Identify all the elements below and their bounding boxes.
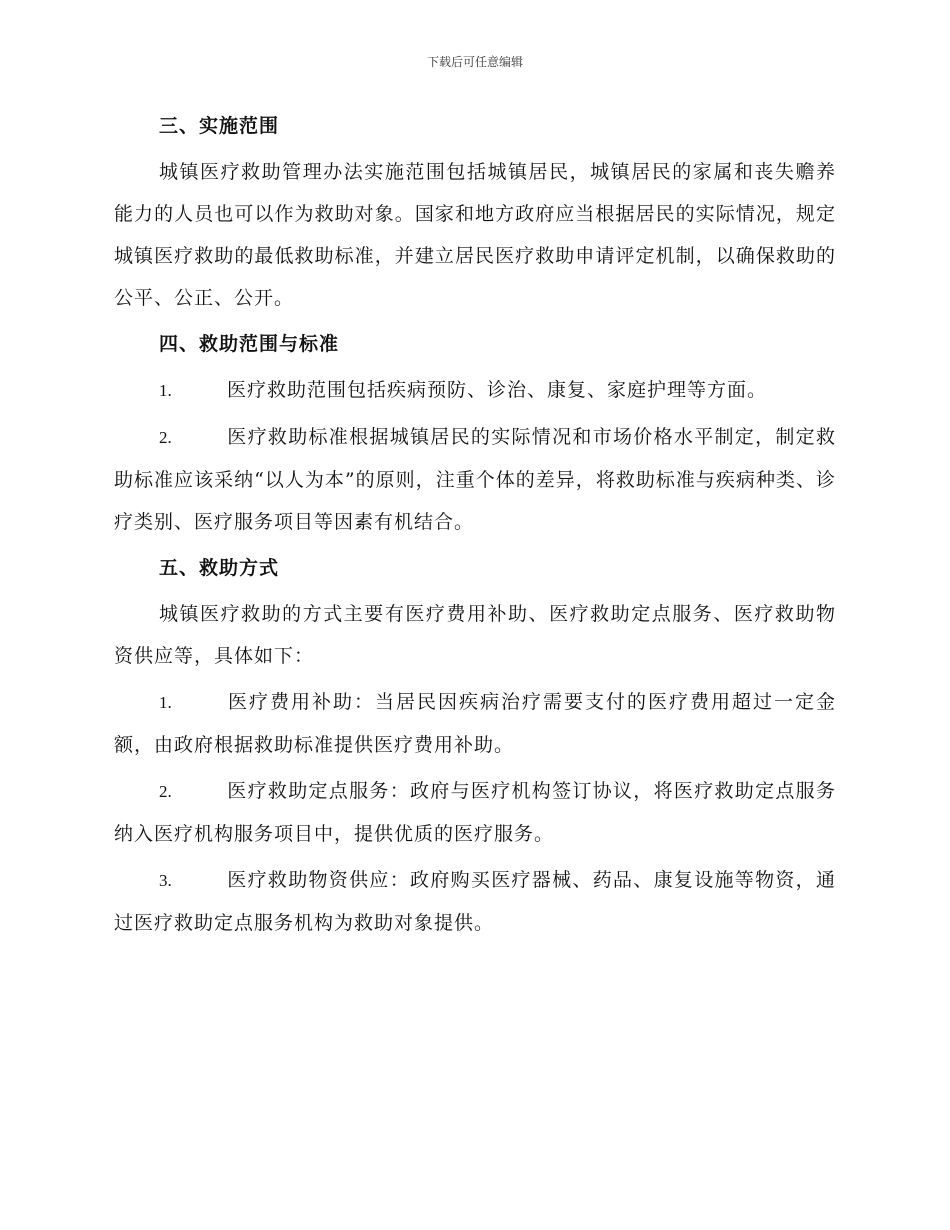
list-item-number: 1. xyxy=(159,693,172,712)
list-item-text: 医疗费用补助：当居民因疾病治疗需要支付的医疗费用超过一定金额，由政府根据救助标准提供医疗费用补助。 xyxy=(114,691,836,756)
list-item xyxy=(114,681,836,766)
document-body xyxy=(114,105,836,948)
list-item xyxy=(114,369,836,412)
section-assistance-methods xyxy=(114,547,836,944)
list-item xyxy=(114,770,836,855)
list-item-number: 2. xyxy=(159,428,172,447)
list-item-text: 医疗救助定点服务：政府与医疗机构签订协议，将医疗救助定点服务纳入医疗机构服务项目中，提供优质的医疗服务。 xyxy=(114,780,836,845)
list-item-number: 2. xyxy=(159,782,172,801)
list-item-number: 3. xyxy=(159,871,172,890)
section-heading: 五、救助方式 xyxy=(159,557,280,579)
section-heading: 三、实施范围 xyxy=(159,115,280,137)
list-item xyxy=(114,416,836,543)
list-item-text: 医疗救助标准根据城镇居民的实际情况和市场价格水平制定，制定救助标准应该采纳“以人为本”的原则，注重个体的差异，将救助标准与疾病种类、诊疗类别、医疗服务项目等因素有机结合。 xyxy=(114,426,836,533)
section-paragraph: 城镇医疗救助管理办法实施范围包括城镇居民，城镇居民的家属和丧失赡养能力的人员也可以作为救助对象。国家和地方政府应当根据居民的实际情况，规定城镇医疗救助的最低救助标准，并建立居民医疗救助申请评定机制，以确保救助的公平、公正、公开。 xyxy=(114,161,836,309)
list-item-text: 医疗救助范围包括疾病预防、诊治、康复、家庭护理等方面。 xyxy=(227,379,768,401)
section-paragraph: 城镇医疗救助的方式主要有医疗费用补助、医疗救助定点服务、医疗救助物资供应等，具体如下： xyxy=(114,603,836,667)
list-item-text: 医疗救助物资供应：政府购买医疗器械、药品、康复设施等物资，通过医疗救助定点服务机构为救助对象提供。 xyxy=(114,869,836,934)
list-item-number: 1. xyxy=(159,381,172,400)
section-assistance-scope-standards xyxy=(114,323,836,543)
list-item xyxy=(114,859,836,944)
page-header-note: 下载后可任意编辑 xyxy=(426,55,523,69)
section-implementation-scope xyxy=(114,105,836,319)
section-heading: 四、救助范围与标准 xyxy=(159,333,340,355)
